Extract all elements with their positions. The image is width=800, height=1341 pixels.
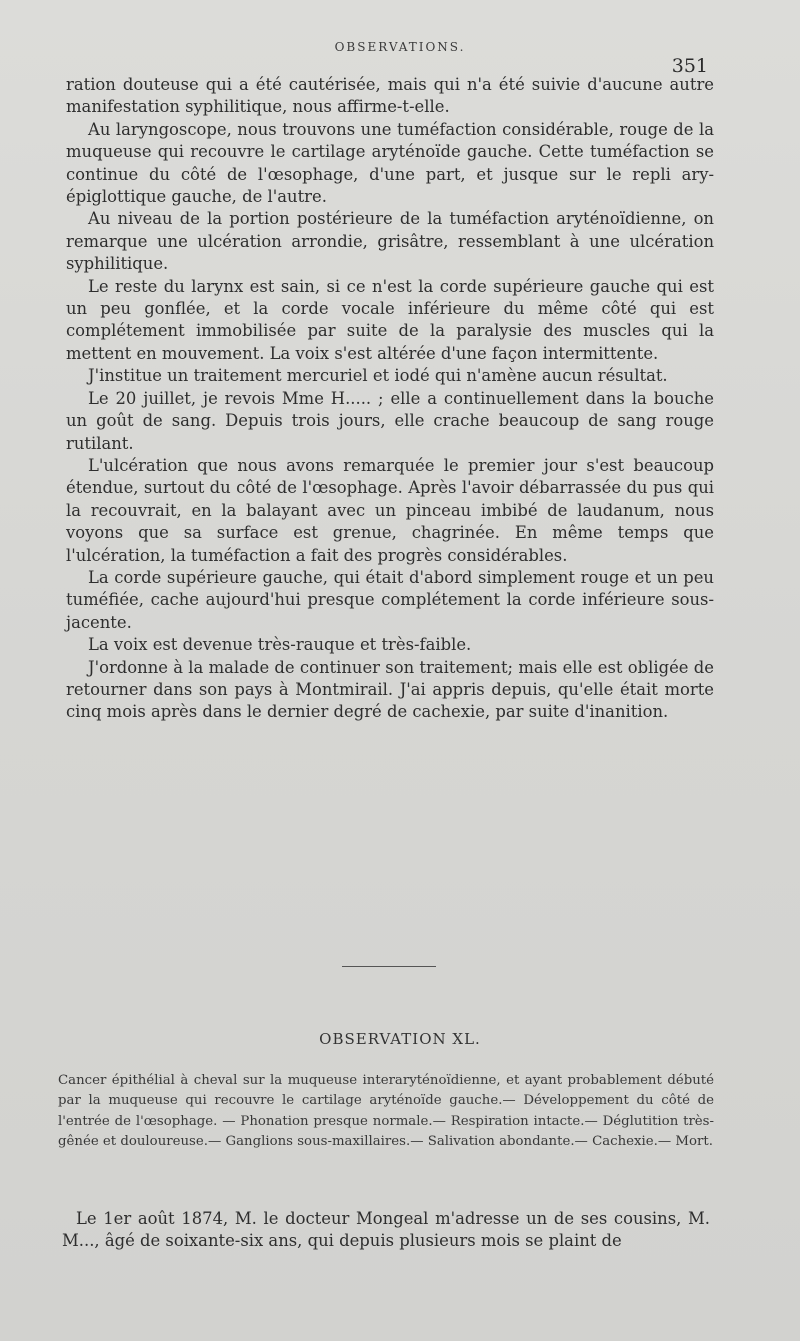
paragraph: Au niveau de la portion postérieure de la tuméfaction aryténoïdienne, on remarque une ulcération arrondie, grisâtre, ressemblant à une ulcération syphilitique. xyxy=(66,209,714,274)
observation-title: OBSERVATION XL. xyxy=(319,1030,481,1048)
page-number: 351 xyxy=(671,55,708,77)
paragraph: J'ordonne à la malade de continuer son traitement; mais elle est obligée de retourner dans son pays à Montmirail. J'ai appris depuis, qu'elle était morte cinq mois après dans le dernier degré de cachexie, par suite d'inanition. xyxy=(66,657,714,722)
paragraph: Le 20 juillet, je revois Mme H..... ; elle a continuellement dans la bouche un goût de sang. Depuis trois jours, elle crache beaucoup de sang rouge rutilant. xyxy=(66,388,714,453)
paragraph: Le reste du larynx est sain, si ce n'est la corde supérieure gauche qui est un peu gonflée, et la corde vocale inférieure du même côté qui est complétement immobilisée par suite de la paralysie des muscles qui la mettent en mouvement. La voix s'est altérée d'une façon intermittente. xyxy=(66,276,714,363)
running-title: OBSERVATIONS. xyxy=(334,40,466,54)
paragraph: J'institue un traitement mercuriel et iodé qui n'amène aucun résultat. xyxy=(88,366,668,386)
observation-text xyxy=(62,1208,710,1253)
paragraph: Au laryngoscope, nous trouvons une tuméfaction considérable, rouge de la muqueuse qui recouvre le cartilage aryténoïde gauche. Cette tuméfaction se continue du côté de l'œsophage, d'une part, et jusque sur le repli ary-épiglottique gauche, de l'autre. xyxy=(66,119,714,207)
paragraph: La voix est devenue très-rauque et très-faible. xyxy=(88,635,472,655)
paragraph: ration douteuse qui a été cautérisée, mais qui n'a été suivie d'aucune autre manifestation syphilitique, nous affirme-t-elle. xyxy=(66,75,714,117)
section-divider xyxy=(342,966,436,967)
paragraph: La corde supérieure gauche, qui était d'abord simplement rouge et un peu tuméfiée, cache aujourd'hui presque complétement la corde inférieure sous-jacente. xyxy=(66,567,714,632)
observation-summary: Cancer épithélial à cheval sur la muqueuse interaryténoïdienne, et ayant probablement débuté par la muqueuse qui recouvre le cartilage aryténoïde gauche.— Développement du côté de l'entrée de l'œsophage. — Phonation presque normale.— Respiration intacte.— Déglutition très-gênée et douloureuse.— Ganglions sous-maxillaires.— Salivation abondante.— Cachexie.— Mort. xyxy=(58,1073,714,1149)
paragraph: L'ulcération que nous avons remarquée le premier jour s'est beaucoup étendue, surtout du côté de l'œsophage. Après l'avoir débarrassée du pus qui la recouvrait, en la balayant avec un pinceau imbibé de laudanum, nous voyons que sa surface est grenue, chagrinée. En même temps que l'ulcération, la tuméfaction a fait des progrès considérables. xyxy=(66,455,714,565)
paragraph: Le 1er août 1874, M. le docteur Mongeal m'adresse un de ses cousins, M. M..., âgé de soixante-six ans, qui depuis plusieurs mois se plaint de xyxy=(62,1209,710,1251)
main-text xyxy=(66,74,714,724)
